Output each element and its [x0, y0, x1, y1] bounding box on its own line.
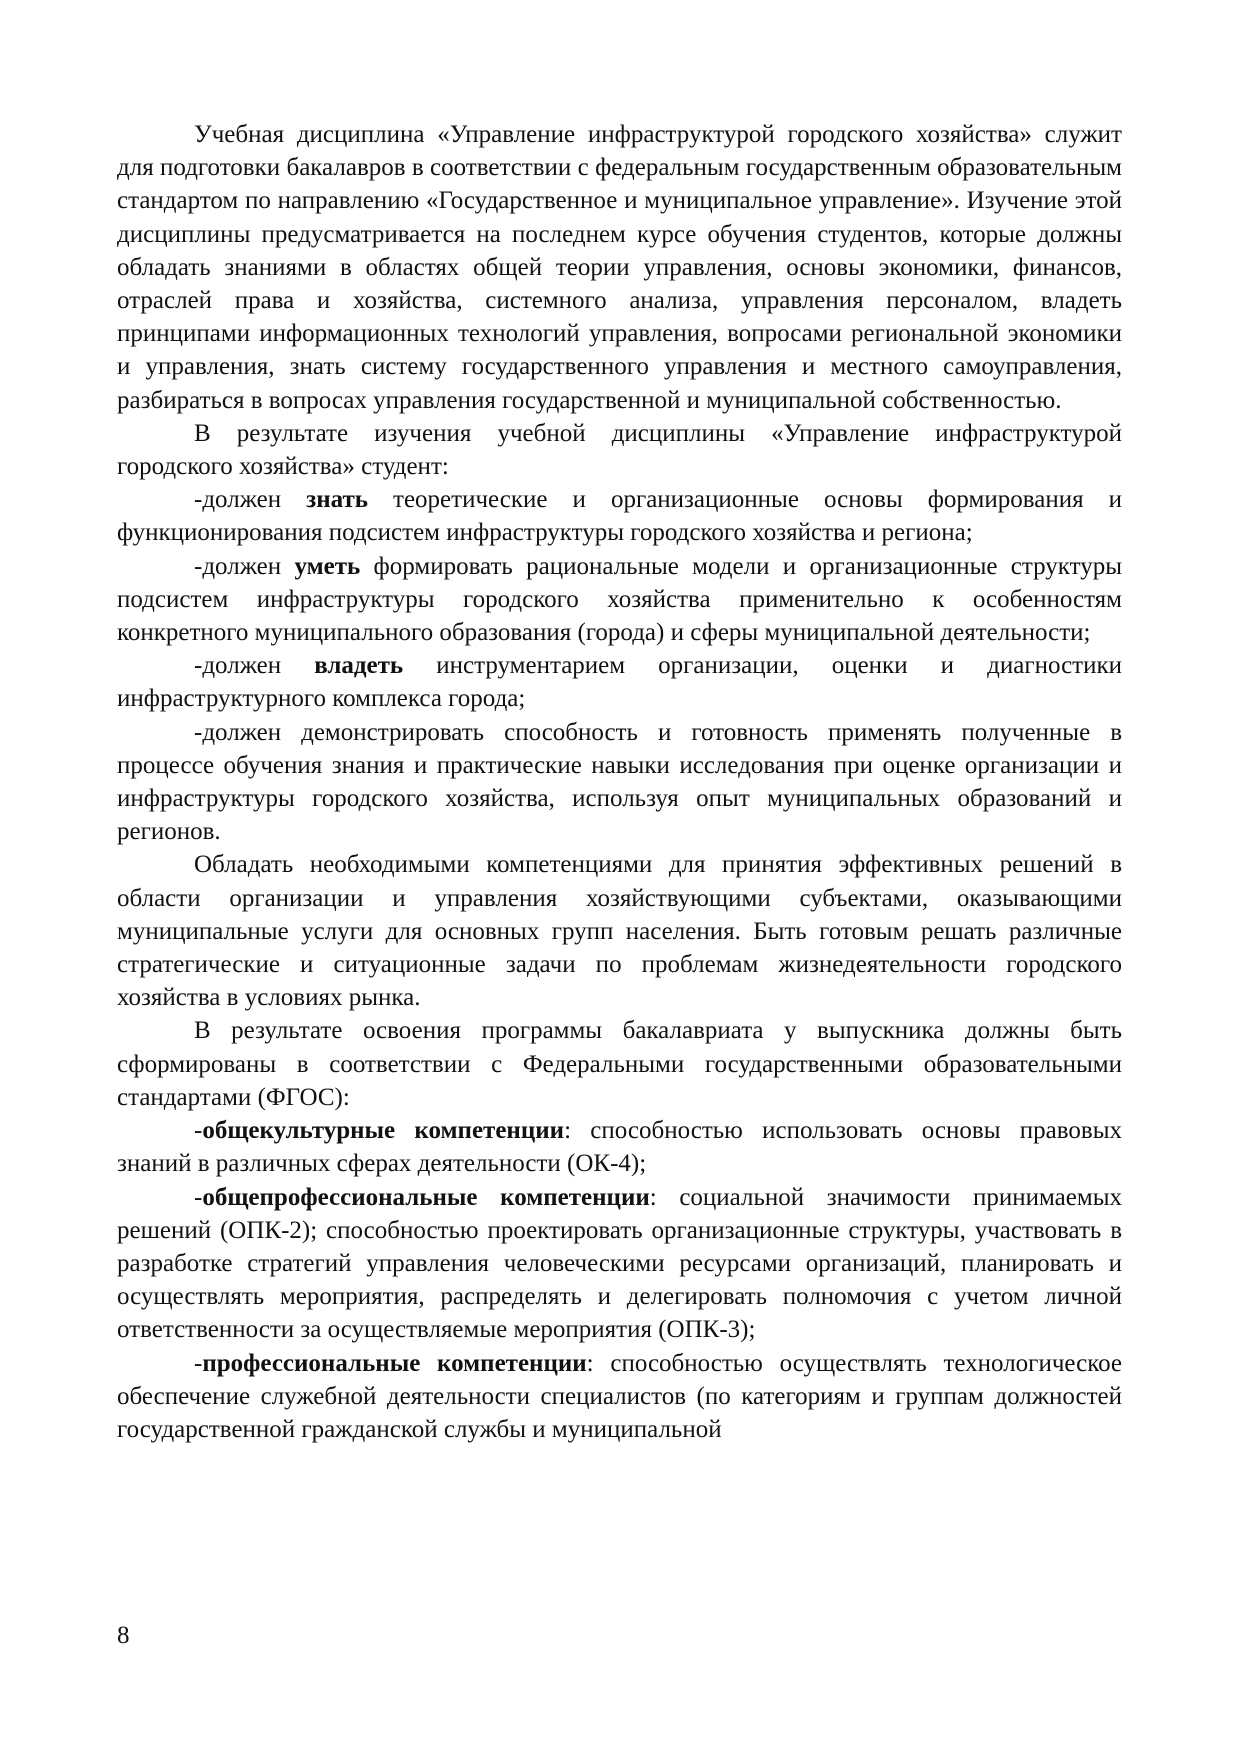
know-keyword: знать — [306, 486, 368, 514]
general-cultural-keyword: общекультурные компетенции — [202, 1117, 565, 1145]
paragraph-able — [117, 550, 1122, 650]
master-prefix: -должен — [194, 652, 315, 680]
master-text: инструментарием организации, оценки и диагностики инфраструктурного комплекса города; — [117, 652, 1123, 713]
professional-text: : способностью осуществлять технологическое обеспечение служебной деятельности специалистов (по категориям и группам должностей государственной гражданской службы и муниципальной — [117, 1349, 1122, 1443]
general-professional-text: : социальной значимости принимаемых решений (ОПК-2); способностью проектировать организационные структуры, участвовать в разработке стратегий управления человеческими ресурсами организаций, планировать и осуществлять мероприятия, распределять и делегировать полномочия с учетом личной ответственности за осуществляемые мероприятия (ОПК-3); — [117, 1183, 1122, 1344]
paragraph-general-professional — [117, 1181, 1122, 1347]
know-text: теоретические и организационные основы формирования и функционирования подсистем инфраструктуры городского хозяйства и региона; — [117, 486, 1123, 547]
paragraph-bachelor-result: В результате освоения программы бакалавриата у выпускника должны быть сформированы в соответствии с Федеральными государственными образовательными стандартами (ФГОС): — [117, 1017, 1122, 1111]
general-cultural-text: : способностью использовать основы правовых знаний в различных сферах деятельности (ОК-4); — [117, 1117, 1123, 1178]
paragraph-know — [117, 483, 1122, 549]
able-keyword: уметь — [294, 552, 361, 580]
professional-prefix: - — [194, 1349, 203, 1377]
master-keyword: владеть — [314, 652, 404, 680]
paragraph-competencies: Обладать необходимыми компетенциями для принятия эффективных решений в области организации и управления хозяйствующими субъектами, оказывающими муниципальные услуги для основных групп населения. Быть готовым решать различные стратегические и ситуационные задачи по проблемам жизнедеятельности городского хозяйства в условиях рынка. — [117, 851, 1122, 1012]
professional-keyword: профессиональные компетенции — [202, 1349, 587, 1377]
document-body — [117, 118, 1122, 1446]
able-text: формировать рациональные модели и организационные структуры подсистем инфраструктуры городского хозяйства применительно к особенностям конкретного муниципального образования (города) и сферы муниципальной деятельности; — [117, 552, 1123, 647]
know-prefix: -должен — [194, 486, 307, 514]
paragraph-master — [117, 649, 1122, 715]
paragraph-demonstrate: -должен демонстрировать способность и готовность применять полученные в процессе обучения знания и практические навыки исследования при оценке организации и инфраструктуры городского хозяйства, используя опыт муниципальных образований и регионов. — [117, 718, 1122, 846]
paragraph-professional — [117, 1347, 1122, 1447]
paragraph-intro: Учебная дисциплина «Управление инфраструктурой городского хозяйства» служит для подготовки бакалавров в соответствии с федеральным государственным образовательным стандартом по направлению «Государственное и муниципальное управление». Изучение этой дисциплины предусматривается на последнем курсе обучения студентов, которые должны обладать знаниями в областях общей теории управления, основы экономики, финансов, отраслей права и хозяйства, системного анализа, управления персоналом, владеть принципами информационных технологий управления, вопросами региональной экономики и управления, знать систему государственного управления и местного самоуправления, разбираться в вопросах управления государственной и муниципальной собственностью. — [117, 121, 1122, 414]
general-professional-keyword: общепрофессиональные компетенции — [202, 1183, 650, 1211]
general-professional-prefix: - — [194, 1183, 203, 1211]
general-cultural-prefix: - — [194, 1117, 203, 1145]
able-prefix: -должен — [194, 552, 295, 580]
paragraph-study-result: В результате изучения учебной дисциплины «Управление инфраструктурой городского хозяйства» студент: — [117, 419, 1122, 481]
page-number: 8 — [117, 1622, 130, 1649]
paragraph-general-cultural — [117, 1114, 1122, 1180]
